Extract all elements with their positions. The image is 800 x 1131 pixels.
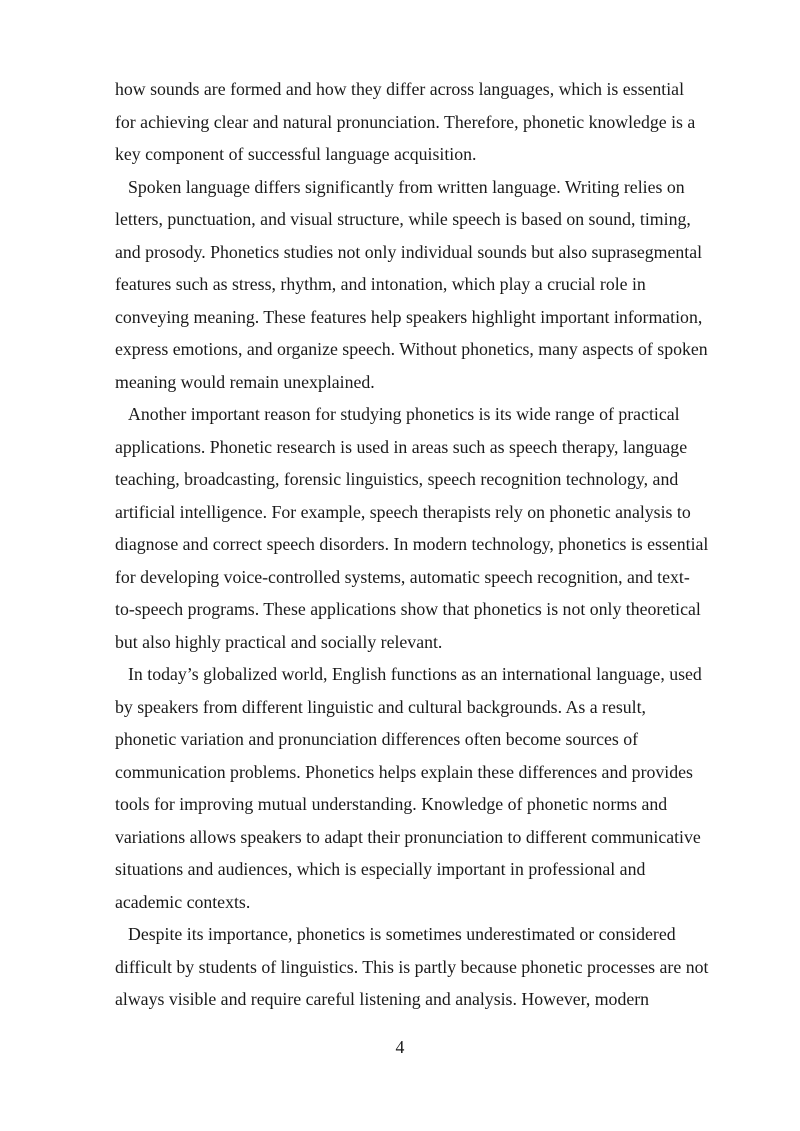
text-line: for developing voice-controlled systems, automatic speech recognition, and text-	[115, 566, 690, 587]
text-line: artificial intelligence. For example, speech therapists rely on phonetic analysis to	[115, 501, 691, 522]
text-line: to-speech programs. These applications show that phonetics is not only theoretical	[115, 599, 701, 619]
text-line: meaning would remain unexplained.	[115, 371, 375, 392]
text-line: by speakers from different linguistic and cultural backgrounds. As a result,	[115, 696, 646, 717]
text-line: academic contexts.	[115, 891, 251, 912]
text-line: situations and audiences, which is especially important in professional and	[115, 859, 646, 879]
text-line: teaching, broadcasting, forensic linguistics, speech recognition technology, and	[115, 469, 679, 489]
paragraph	[115, 398, 745, 658]
text-line: key component of successful language acquisition.	[115, 144, 477, 164]
text-line: Despite its importance, phonetics is sometimes underestimated or considered	[128, 924, 676, 944]
text-line: but also highly practical and socially relevant.	[115, 631, 443, 652]
text-line: always visible and require careful listening and analysis. However, modern	[115, 989, 650, 1009]
text-line: applications. Phonetic research is used in areas such as speech therapy, language	[115, 436, 688, 457]
text-line: letters, punctuation, and visual structure, while speech is based on sound, timing,	[115, 209, 691, 229]
paragraph	[115, 918, 745, 1016]
text-line: tools for improving mutual understanding. Knowledge of phonetic norms and	[115, 794, 668, 814]
text-line: Another important reason for studying phonetics is its wide range of practical	[128, 404, 680, 424]
text-line: express emotions, and organize speech. Without phonetics, many aspects of spoken	[115, 339, 708, 359]
paragraph	[115, 73, 745, 171]
page-number: 4	[395, 1037, 405, 1057]
text-line: features such as stress, rhythm, and intonation, which play a crucial role in	[115, 274, 646, 294]
text-line: and prosody. Phonetics studies not only individual sounds but also suprasegmental	[115, 241, 703, 262]
text-line: In today’s globalized world, English functions as an international language, used	[128, 664, 702, 684]
text-line: how sounds are formed and how they differ across languages, which is essential	[115, 79, 685, 99]
text-line: conveying meaning. These features help speakers highlight important information,	[115, 306, 703, 327]
text-line: diagnose and correct speech disorders. In modern technology, phonetics is essential	[115, 534, 709, 554]
text-line: for achieving clear and natural pronunciation. Therefore, phonetic knowledge is a	[115, 111, 696, 132]
text-line: communication problems. Phonetics helps explain these differences and provides	[115, 761, 693, 782]
paragraph	[115, 171, 745, 399]
text-line: phonetic variation and pronunciation differences often become sources of	[115, 729, 639, 749]
text-line: difficult by students of linguistics. This is partly because phonetic processes are not	[115, 956, 709, 977]
paragraph	[115, 658, 745, 918]
text-line: Spoken language differs significantly from written language. Writing relies on	[128, 176, 685, 197]
text-line: variations allows speakers to adapt their pronunciation to different communicative	[115, 826, 701, 847]
body-text	[115, 73, 745, 1016]
